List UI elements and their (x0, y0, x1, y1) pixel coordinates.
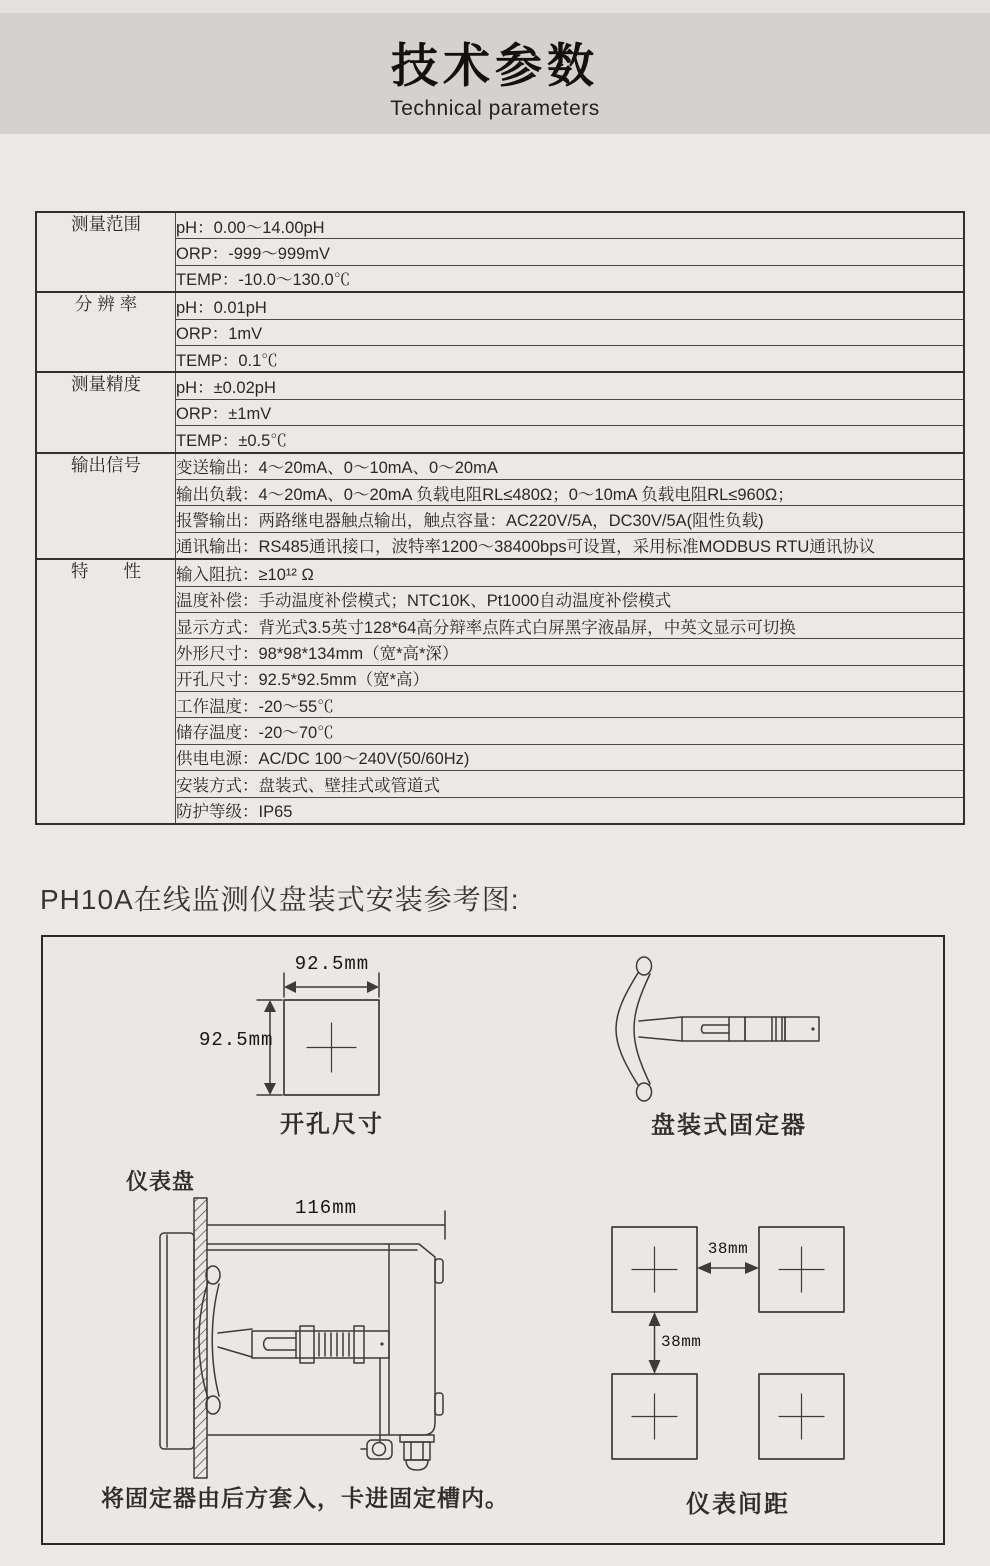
installation-lineart (43, 937, 939, 1539)
spec-value: TEMP：±0.5℃ (176, 426, 965, 453)
group-label-resolution: 分 辨 率 (36, 292, 176, 372)
depth-dimension: 116mm (294, 1197, 357, 1219)
group-label-output-signal: 输出信号 (36, 453, 176, 560)
group-label-accuracy: 测量精度 (36, 372, 176, 452)
spec-value: 输入阻抗：≥10¹² Ω (176, 559, 965, 586)
spec-value: pH：±0.02pH (176, 372, 965, 399)
spec-value: 温度补偿：手动温度补偿模式；NTC10K、Pt1000自动温度补偿模式 (176, 586, 965, 612)
panel-fixator-drawing (616, 957, 819, 1101)
spec-value: 输出负载：4～20mA、0～20mA 负载电阻RL≤480Ω；0～10mA 负载电阻RL≤960Ω； (176, 479, 965, 505)
table-row (36, 479, 964, 505)
table-row (36, 532, 964, 559)
table-row (36, 692, 964, 718)
spec-value: pH：0.00～14.00pH (176, 212, 965, 239)
table-row (36, 665, 964, 691)
table-row (36, 718, 964, 744)
spec-value: 变送输出：4～20mA、0～10mA、0～20mA (176, 453, 965, 480)
table-row (36, 506, 964, 532)
page-title: 技术参数 (391, 39, 599, 92)
page-subtitle: Technical parameters (390, 97, 600, 120)
spec-value: ORP：1mV (176, 319, 965, 345)
table-row (36, 212, 964, 239)
panel-label: 仪表盘 (126, 1169, 196, 1194)
table-row (36, 612, 964, 638)
table-row (36, 292, 964, 319)
group-label-measuring-range: 测量范围 (36, 212, 176, 292)
top-strip (0, 0, 990, 13)
spacing-caption: 仪表间距 (686, 1491, 790, 1518)
group-label-features: 特 性 (36, 559, 176, 824)
section-heading: PH10A在线监测仪盘装式安装参考图: (40, 884, 520, 915)
spec-value: pH：0.01pH (176, 292, 965, 319)
table-row (36, 797, 964, 824)
table-row (36, 319, 964, 345)
spec-value: 开孔尺寸：92.5*92.5mm（宽*高） (176, 665, 965, 691)
spec-value: TEMP：-10.0～130.0℃ (176, 265, 965, 292)
installation-diagram (41, 935, 945, 1545)
cutout-square-drawing (257, 973, 379, 1095)
table-row (36, 771, 964, 797)
cutout-height-dimension: 92.5mm (199, 1029, 274, 1051)
table-row (36, 639, 964, 665)
table-row (36, 586, 964, 612)
spec-value: 显示方式：背光式3.5英寸128*64高分辩率点阵式白屏黑字液晶屏，中英文显示可切换 (176, 612, 965, 638)
spec-value: 通讯输出：RS485通讯接口，波特率1200～38400bps可设置，采用标准MODBUS RTU通讯协议 (176, 532, 965, 559)
table-row (36, 345, 964, 372)
table-row (36, 744, 964, 770)
horizontal-gap-dimension: 38mm (707, 1240, 749, 1258)
table-row (36, 265, 964, 292)
spec-value: ORP：±1mV (176, 399, 965, 425)
cutout-caption: 开孔尺寸 (280, 1111, 384, 1138)
table-row (36, 399, 964, 425)
spacing-layout-drawing (612, 1227, 844, 1459)
vertical-gap-dimension: 38mm (661, 1333, 702, 1351)
spec-value: TEMP：0.1℃ (176, 345, 965, 372)
table-row (36, 426, 964, 453)
spec-value: ORP：-999～999mV (176, 239, 965, 265)
page-header (0, 13, 990, 134)
fixator-caption: 盘装式固定器 (651, 1112, 807, 1139)
spec-value: 防护等级：IP65 (176, 797, 965, 824)
side-view-drawing (160, 1198, 445, 1478)
table-row (36, 453, 964, 480)
table-row (36, 372, 964, 399)
spec-value: 供电电源：AC/DC 100～240V(50/60Hz) (176, 744, 965, 770)
table-row (36, 239, 964, 265)
table-row (36, 559, 964, 586)
spec-value: 外形尺寸：98*98*134mm（宽*高*深） (176, 639, 965, 665)
side-view-caption: 将固定器由后方套入，卡进固定槽内。 (101, 1485, 509, 1511)
spec-value: 安装方式：盘装式、壁挂式或管道式 (176, 771, 965, 797)
spec-value: 工作温度：-20～55℃ (176, 692, 965, 718)
spec-table (35, 211, 965, 825)
spec-value: 报警输出：两路继电器触点输出，触点容量：AC220V/5A，DC30V/5A(阻性负载) (176, 506, 965, 532)
cutout-width-dimension: 92.5mm (294, 953, 370, 975)
spec-value: 储存温度：-20～70℃ (176, 718, 965, 744)
